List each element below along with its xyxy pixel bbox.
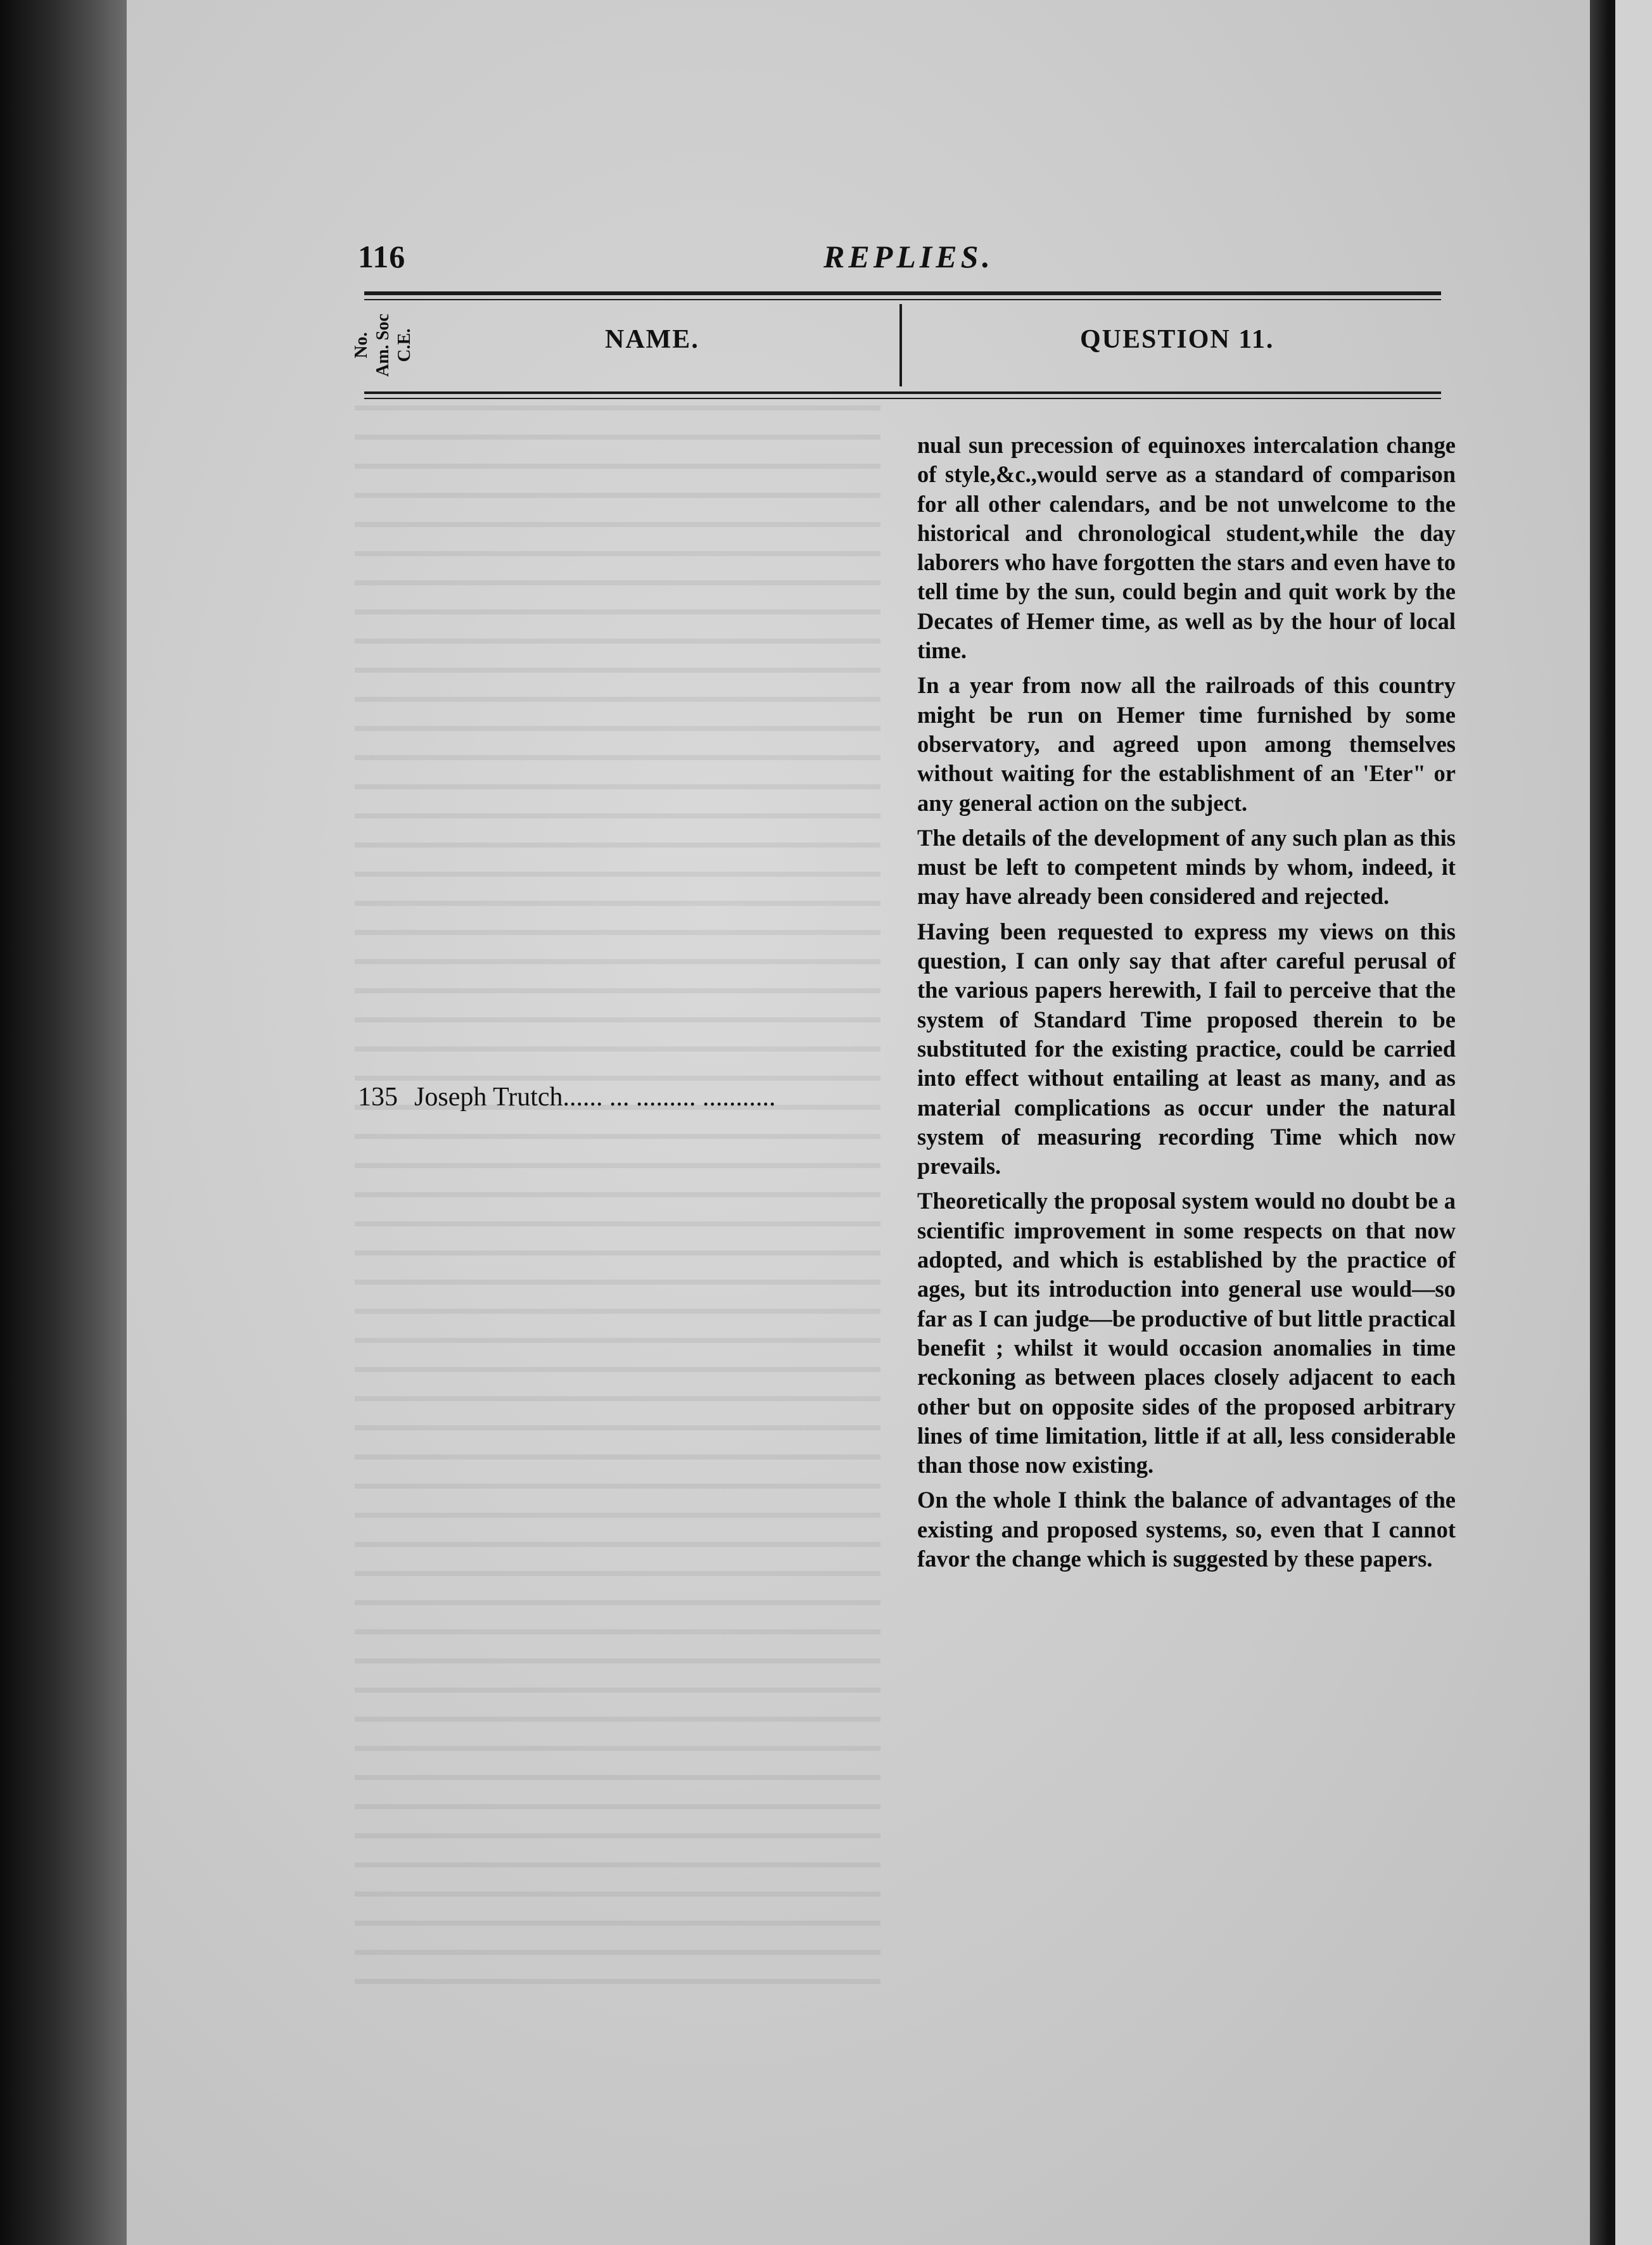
respondent-entry <box>358 1082 776 1112</box>
column-header-name: NAME. <box>605 325 699 354</box>
header-column-divider <box>899 304 902 386</box>
header-top-rule <box>364 291 1441 295</box>
column-header-number <box>336 307 431 383</box>
facing-page-edge <box>1590 0 1652 2245</box>
reply-paragraph: nual sun precession of equinoxes intercalation change of style,&c.,would serve as a standard of comparison for all other calendars, and be not unwelcome to the historical and chronological student,while the day laborers who have forgotten the stars and even have to tell time by the sun, could begin and quit work by the Decates of Hemer time, as well as by the hour of local time. <box>917 432 1456 664</box>
respondent-number: 135 <box>358 1083 398 1112</box>
page-number: 116 <box>358 239 406 274</box>
header-bottom-rule-thin <box>364 398 1441 399</box>
header-bottom-rule <box>364 391 1441 394</box>
column-header-question: QUESTION 11. <box>1080 325 1274 354</box>
book-binding <box>0 0 127 2245</box>
running-head: REPLIES. <box>823 239 994 274</box>
bleed-through-text <box>355 405 880 1989</box>
column-header-number-line-1: No. <box>352 332 371 359</box>
column-header-number-line-3: C.E. <box>395 328 414 362</box>
respondent-name: Joseph Trutch...... ... ......... ........... <box>414 1083 776 1112</box>
reply-paragraph: Having been requested to express my views on this question, I can only say that after careful perusal of the various papers herewith, I fail to perceive that the system of Standard Time proposed therein to be substituted for the existing practice, could be carried into effect without entailing at least as many, and as material complications as occur under the natural system of measuring recording Time which now prevails. <box>917 918 1456 1180</box>
reply-paragraph: The details of the development of any such plan as this must be left to competent minds by whom, indeed, it may have already been considered and rejected. <box>917 824 1456 910</box>
reply-text-column <box>917 431 1456 1579</box>
facing-page-strip <box>1615 0 1652 2245</box>
reply-paragraph: On the whole I think the balance of advantages of the existing and proposed systems, so, even that I cannot favor the change which is suggested by these papers. <box>917 1487 1456 1572</box>
reply-paragraph: Theoretically the proposal system would no doubt be a scientific improvement in some respects on that now adopted, and which is established by the practice of ages, but its introduction into general use would—so far as I can judge—be productive of but little practical benefit ; whilst it would occasion anomalies in time reckoning as between places closely adjacent to each other but on opposite sides of the proposed arbitrary lines of time limitation, little if at all, less considerable than those now existing. <box>917 1188 1456 1479</box>
reply-paragraph: In a year from now all the railroads of this country might be run on Hemer time furnished by some observatory, and agreed upon among themselves without waiting for the establishment of an 'Eter" or any general action on the subject. <box>917 672 1456 816</box>
column-header-number-line-2: Am. Soc <box>373 314 393 377</box>
header-top-rule-thin <box>364 299 1441 300</box>
